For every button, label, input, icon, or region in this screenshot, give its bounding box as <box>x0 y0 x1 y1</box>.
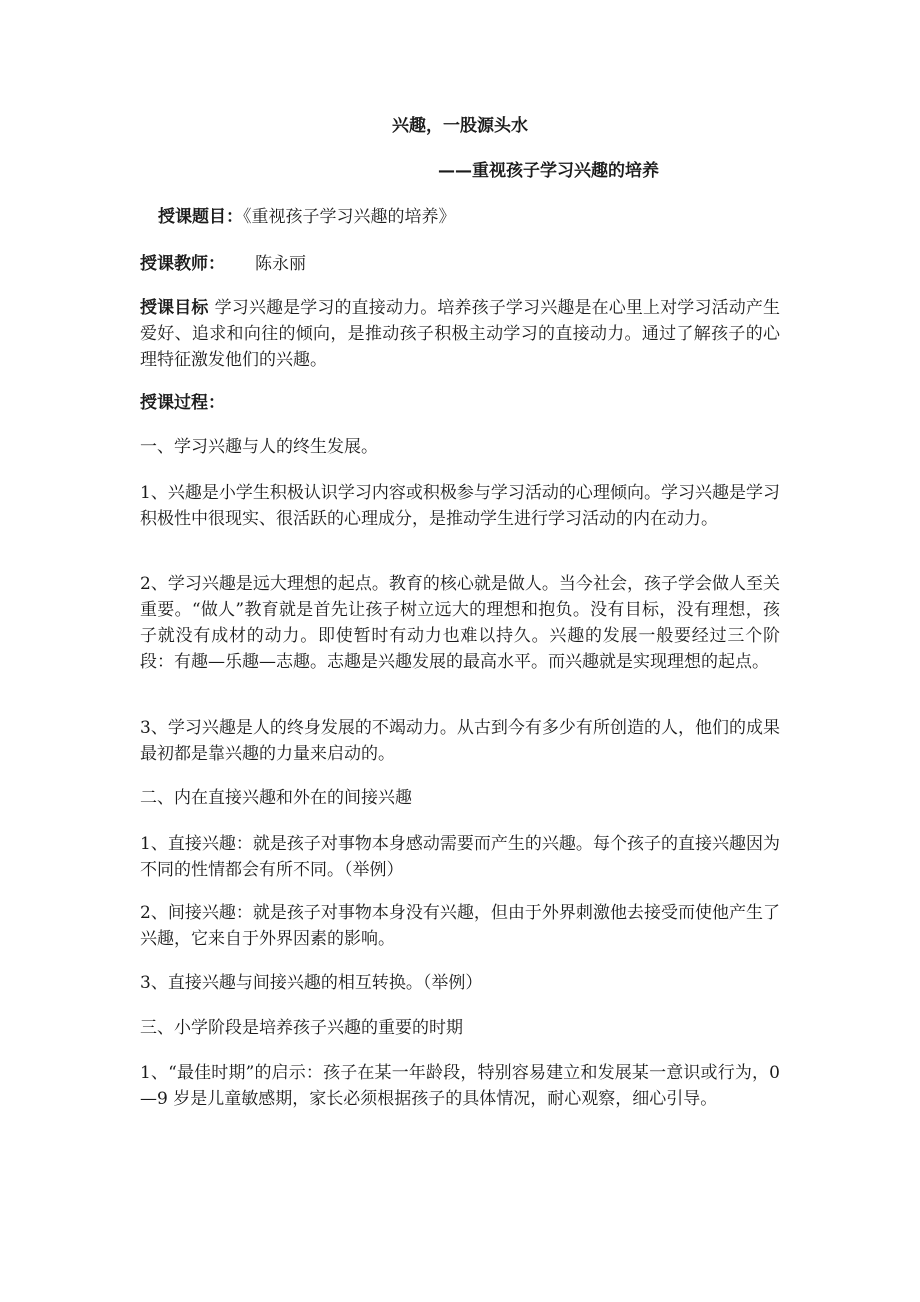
section-heading-3: 三、小学阶段是培养孩子兴趣的重要的时期 <box>140 1018 463 1038</box>
objective-paragraph <box>140 295 780 373</box>
teacher-line <box>140 251 780 277</box>
topic-line <box>140 204 798 230</box>
section-paragraph-2-3: 3、直接兴趣与间接兴趣的相互转换。（举例） <box>140 973 483 993</box>
process-heading <box>140 390 780 416</box>
teacher-label: 授课教师： <box>140 254 225 274</box>
document-subtitle: ——重视孩子学习兴趣的培养 <box>438 161 659 181</box>
section-paragraph-1-1: 1、兴趣是小学生积极认识学习内容或积极参与学习活动的心理倾向。学习兴趣是学习积极性中很现实、很活跃的心理成分，是推动学生进行学习活动的内在动力。 <box>140 483 780 529</box>
section-paragraph-2-2: 2、间接兴趣：就是孩子对事物本身没有兴趣，但由于外界刺激他去接受而使他产生了兴趣，它来自于外界因素的影响。 <box>140 903 780 949</box>
document-title: 兴趣，一股源头水 <box>392 116 528 136</box>
section-paragraph-1-3: 3、学习兴趣是人的终身发展的不竭动力。从古到今有多少有所创造的人，他们的成果最初都是靠兴趣的力量来启动的。 <box>140 718 780 764</box>
objective-text: 学习兴趣是学习的直接动力。培养孩子学习兴趣是在心里上对学习活动产生爱好、追求和向往的倾向，是推动孩子积极主动学习的直接动力。通过了解孩子的心理特征激发他们的兴趣。 <box>140 298 781 370</box>
topic-value: 《重视孩子学习兴趣的培养》 <box>243 207 456 227</box>
section-heading-1: 一、学习兴趣与人的终生发展。 <box>140 437 378 457</box>
section-paragraph-3-1: 1、“最佳时期”的启示：孩子在某一年龄段，特别容易建立和发展某一意识或行为，0—9 岁是儿童敏感期，家长必须根据孩子的具体情况，耐心观察，细心引导。 <box>140 1063 780 1109</box>
objective-label: 授课目标 <box>140 298 209 318</box>
section-paragraph-1-2: 2、学习兴趣是远大理想的起点。教育的核心就是做人。当今社会，孩子学会做人至关重要。“做人”教育就是首先让孩子树立远大的理想和抱负。没有目标，没有理想，孩子就没有成材的动力。即使暂时有动力也难以持久。兴趣的发展一般要经过三个阶段：有趣—乐趣—志趣。志趣是兴趣发展的最高水平。而兴趣就是实现理想的起点。 <box>140 574 780 672</box>
section-heading-2: 二、内在直接兴趣和外在的间接兴趣 <box>140 788 412 808</box>
process-label: 授课过程： <box>140 393 225 413</box>
section-paragraph-2-1: 1、直接兴趣：就是孩子对事物本身感动需要而产生的兴趣。每个孩子的直接兴趣因为不同的性情都会有所不同。（举例） <box>140 834 780 880</box>
teacher-value: 陈永丽 <box>255 254 306 274</box>
topic-label: 授课题目： <box>158 207 243 227</box>
